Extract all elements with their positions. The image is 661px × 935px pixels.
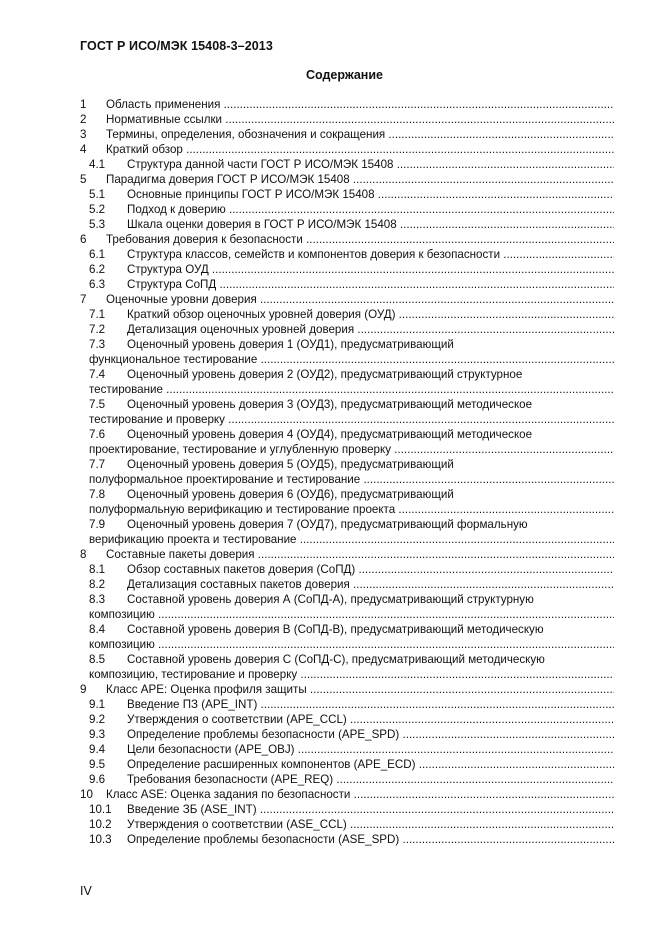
toc-entry-text [106, 292, 614, 307]
toc-entry-text [89, 607, 614, 622]
toc-entry-text [127, 562, 614, 577]
toc-entry-title: Требования безопасности (APE_REQ) ..... [127, 773, 614, 786]
toc-entry-title: композицию ..... [89, 638, 614, 651]
toc-entry [80, 382, 614, 397]
page-number: IV [80, 884, 92, 898]
toc-entry-title: Утверждения о соответствии (ASE_CCL) ..... [127, 818, 614, 831]
page-title: Содержание [305, 68, 383, 82]
toc-entry-number: 6.3 [89, 278, 106, 291]
document-header: ГОСТ Р ИСО/МЭК 15408-3–2013 [80, 39, 273, 53]
toc-entry-text [127, 742, 614, 757]
toc-entry-title: Структура данной части ГОСТ Р ИСО/МЭК 15408 ..... [127, 158, 614, 171]
toc-entry-title: Подход к доверию ..... [127, 203, 614, 216]
table-of-contents [80, 97, 614, 847]
toc-entry [80, 142, 614, 157]
toc-entry [80, 322, 614, 337]
toc-entry-title: Обзор составных пакетов доверия (СоПД) ..... [127, 563, 614, 576]
toc-entry-title: Оценочный уровень доверия 7 (ОУД7), предусматривающий формальную [127, 518, 528, 531]
toc-entry-number: 7.9 [89, 518, 106, 531]
toc-entry-text [89, 352, 614, 367]
toc-entry-title: Оценочный уровень доверия 4 (ОУД4), предусматривающий методическое [127, 428, 533, 441]
toc-entry [80, 637, 614, 652]
toc-entry-number: 10.3 [89, 833, 112, 846]
toc-entry-text [89, 532, 614, 547]
toc-entry-title: Введение ЗБ (ASE_INT) ..... [127, 803, 614, 816]
toc-entry-title: Оценочный уровень доверия 1 (ОУД1), предусматривающий [127, 338, 454, 351]
toc-entry [80, 532, 614, 547]
toc-entry-text [127, 427, 614, 442]
toc-entry [80, 157, 614, 172]
toc-entry [80, 172, 614, 187]
toc-entry-number: 4 [80, 143, 87, 156]
toc-entry-title: Составной уровень доверия В (СоПД-В), предусматривающий методическую [127, 623, 544, 636]
toc-entry-text [127, 187, 614, 202]
toc-entry-title: Класс APE: Оценка профиля защиты ..... [106, 683, 614, 696]
toc-entry-number: 8.5 [89, 653, 106, 666]
toc-entry [80, 472, 614, 487]
toc-entry-title: Определение проблемы безопасности (ASE_SPD) ..... [127, 833, 614, 846]
toc-entry-title: Оценочный уровень доверия 3 (ОУД3), предусматривающий методическое [127, 398, 533, 411]
toc-entry [80, 562, 614, 577]
toc-entry-number: 7.4 [89, 368, 106, 381]
toc-entry-text [127, 727, 614, 742]
toc-entry [80, 397, 614, 412]
toc-entry-title: Определение расширенных компонентов (APE_ECD) ..... [127, 758, 614, 771]
toc-entry-number: 6.1 [89, 248, 106, 261]
toc-entry [80, 457, 614, 472]
toc-entry [80, 487, 614, 502]
toc-entry-number: 10 [80, 788, 93, 801]
toc-entry [80, 742, 614, 757]
toc-entry-title: Парадигма доверия ГОСТ Р ИСО/МЭК 15408 ..... [106, 173, 614, 186]
toc-entry-text [127, 262, 614, 277]
toc-entry-number: 1 [80, 98, 87, 111]
toc-entry-text [127, 592, 614, 607]
toc-entry [80, 652, 614, 667]
toc-entry-number: 5.2 [89, 203, 106, 216]
toc-entry-number: 7 [80, 293, 87, 306]
toc-entry-text [106, 787, 614, 802]
toc-entry [80, 577, 614, 592]
toc-entry-text [89, 442, 614, 457]
toc-entry [80, 202, 614, 217]
toc-entry-number: 8.1 [89, 563, 106, 576]
toc-entry-number: 2 [80, 113, 87, 126]
toc-entry-text [127, 757, 614, 772]
toc-entry-text [127, 577, 614, 592]
toc-entry-number: 8 [80, 548, 87, 561]
toc-entry [80, 712, 614, 727]
toc-entry-title: Оценочный уровень доверия 6 (ОУД6), предусматривающий [127, 488, 454, 501]
toc-entry-text [127, 322, 614, 337]
toc-entry [80, 217, 614, 232]
toc-entry-number: 8.2 [89, 578, 106, 591]
toc-entry-title: Термины, определения, обозначения и сокращения ..... [106, 128, 614, 141]
toc-entry-text [127, 802, 614, 817]
toc-entry-number: 7.6 [89, 428, 106, 441]
toc-entry-title: Оценочные уровни доверия ..... [106, 293, 614, 306]
toc-entry-title: Цели безопасности (APE_OBJ) ..... [127, 743, 614, 756]
toc-entry [80, 292, 614, 307]
toc-entry-title: Структура СоПД ..... [127, 278, 614, 291]
toc-entry-text [127, 157, 614, 172]
toc-entry [80, 427, 614, 442]
toc-entry-title: Оценочный уровень доверия 2 (ОУД2), предусматривающий структурное [127, 368, 523, 381]
toc-entry [80, 787, 614, 802]
toc-entry-text [127, 517, 614, 532]
toc-entry-number: 6 [80, 233, 87, 246]
toc-entry-title: тестирование и проверку ..... [89, 413, 614, 426]
toc-entry-number: 3 [80, 128, 87, 141]
toc-entry [80, 127, 614, 142]
toc-entry-text [127, 622, 614, 637]
toc-entry-number: 7.3 [89, 338, 106, 351]
toc-entry-number: 8.3 [89, 593, 106, 606]
toc-entry-text [106, 172, 614, 187]
toc-entry-text [127, 217, 614, 232]
toc-entry-number: 5 [80, 173, 87, 186]
toc-entry-text [106, 97, 614, 112]
toc-entry-text [127, 307, 614, 322]
toc-entry-title: Структура ОУД ..... [127, 263, 614, 276]
toc-entry-number: 7.2 [89, 323, 106, 336]
toc-entry-text [127, 832, 614, 847]
toc-entry-title: полуформальную верификацию и тестирование проекта ..... [89, 503, 614, 516]
toc-entry-title: Требования доверия к безопасности ..... [106, 233, 614, 246]
toc-entry-number: 9.6 [89, 773, 106, 786]
toc-entry-text [127, 247, 614, 262]
toc-entry-title: Краткий обзор оценочных уровней доверия (ОУД) ..... [127, 308, 614, 321]
toc-entry-number: 7.1 [89, 308, 106, 321]
toc-entry-title: Детализация составных пакетов доверия ..... [127, 578, 614, 591]
toc-entry [80, 502, 614, 517]
toc-entry-number: 9.4 [89, 743, 106, 756]
toc-entry-title: Краткий обзор ..... [106, 143, 614, 156]
toc-entry-text [89, 472, 614, 487]
toc-entry-number: 9.2 [89, 713, 106, 726]
toc-entry [80, 307, 614, 322]
toc-entry-text [106, 682, 614, 697]
toc-entry-title: Шкала оценки доверия в ГОСТ Р ИСО/МЭК 15408 ..... [127, 218, 614, 231]
toc-entry-title: Введение ПЗ (APE_INT) ..... [127, 698, 614, 711]
toc-entry-title: полуформальное проектирование и тестирование ..... [89, 473, 614, 486]
toc-entry-title: проектирование, тестирование и углубленную проверку ..... [89, 443, 614, 456]
toc-entry-text [89, 502, 614, 517]
toc-entry-text [106, 142, 614, 157]
toc-entry-text [127, 367, 614, 382]
toc-entry-number: 9.3 [89, 728, 106, 741]
toc-entry-title: Детализация оценочных уровней доверия ..... [127, 323, 614, 336]
toc-entry-text [127, 772, 614, 787]
toc-entry-title: Составной уровень доверия А (СоПД-А), предусматривающий структурную [127, 593, 534, 606]
toc-entry-number: 9 [80, 683, 87, 696]
toc-entry [80, 667, 614, 682]
toc-entry-title: Нормативные ссылки ..... [106, 113, 614, 126]
toc-entry [80, 832, 614, 847]
toc-entry-title: Оценочный уровень доверия 5 (ОУД5), предусматривающий [127, 458, 454, 471]
toc-entry-text [127, 652, 614, 667]
toc-entry-title: верификацию проекта и тестирование ..... [89, 533, 614, 546]
toc-entry-text [106, 232, 614, 247]
toc-entry-number: 7.7 [89, 458, 106, 471]
toc-entry [80, 277, 614, 292]
toc-entry-text [89, 382, 614, 397]
toc-entry-title: тестирование ..... [89, 383, 614, 396]
toc-entry [80, 517, 614, 532]
toc-entry [80, 757, 614, 772]
toc-entry [80, 592, 614, 607]
toc-entry-number: 6.2 [89, 263, 106, 276]
toc-entry-number: 5.3 [89, 218, 106, 231]
toc-entry-title: Область применения ..... [106, 98, 614, 111]
toc-entry-text [127, 697, 614, 712]
toc-entry [80, 697, 614, 712]
toc-entry [80, 232, 614, 247]
toc-entry [80, 412, 614, 427]
toc-entry-text [127, 397, 614, 412]
toc-entry [80, 727, 614, 742]
toc-entry [80, 547, 614, 562]
toc-entry-title: Определение проблемы безопасности (APE_SPD) ..... [127, 728, 614, 741]
toc-entry [80, 817, 614, 832]
toc-entry-text [127, 817, 614, 832]
toc-entry-title: Структура классов, семейств и компонентов доверия к безопасности ..... [127, 248, 614, 261]
toc-entry [80, 262, 614, 277]
toc-entry [80, 682, 614, 697]
toc-entry-number: 7.5 [89, 398, 106, 411]
toc-entry-number: 9.1 [89, 698, 106, 711]
toc-entry [80, 247, 614, 262]
toc-entry [80, 607, 614, 622]
toc-entry [80, 352, 614, 367]
toc-entry-text [89, 637, 614, 652]
toc-entry-number: 4.1 [89, 158, 106, 171]
toc-entry-text [89, 667, 614, 682]
toc-entry-number: 5.1 [89, 188, 106, 201]
toc-entry-text [127, 712, 614, 727]
toc-entry-title: Составные пакеты доверия ..... [106, 548, 614, 561]
toc-entry-text [106, 547, 614, 562]
toc-entry [80, 337, 614, 352]
toc-entry-text [127, 457, 614, 472]
toc-entry-title: Класс ASE: Оценка задания по безопасности ..... [106, 788, 614, 801]
toc-entry-text [106, 112, 614, 127]
toc-entry-title: Основные принципы ГОСТ Р ИСО/МЭК 15408 ..... [127, 188, 614, 201]
toc-entry [80, 772, 614, 787]
toc-entry-number: 10.2 [89, 818, 112, 831]
toc-entry [80, 442, 614, 457]
toc-entry-title: Утверждения о соответствии (APE_CCL) ..... [127, 713, 614, 726]
toc-entry-text [127, 337, 614, 352]
toc-entry-title: функциональное тестирование ..... [89, 353, 614, 366]
toc-entry-text [106, 127, 614, 142]
toc-entry-title: композицию ..... [89, 608, 614, 621]
toc-entry-number: 8.4 [89, 623, 106, 636]
toc-entry-title: композицию, тестирование и проверку ..... [89, 668, 614, 681]
toc-entry-text [127, 202, 614, 217]
toc-entry [80, 187, 614, 202]
toc-entry [80, 622, 614, 637]
toc-entry-text [89, 412, 614, 427]
toc-entry [80, 802, 614, 817]
toc-entry-text [127, 277, 614, 292]
toc-entry-number: 9.5 [89, 758, 106, 771]
toc-entry-number: 10.1 [89, 803, 112, 816]
toc-entry-title: Составной уровень доверия С (СоПД-С), предусматривающий методическую [127, 653, 545, 666]
toc-entry-number: 7.8 [89, 488, 106, 501]
toc-entry-text [127, 487, 614, 502]
toc-entry [80, 367, 614, 382]
toc-entry [80, 97, 614, 112]
toc-entry [80, 112, 614, 127]
